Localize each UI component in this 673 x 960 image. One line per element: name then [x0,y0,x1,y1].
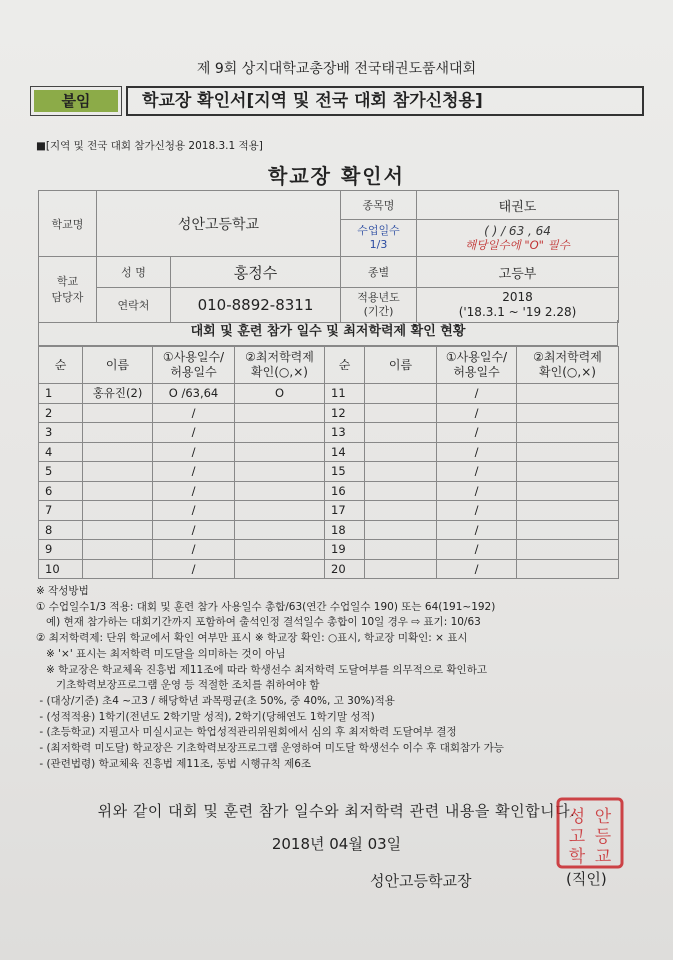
attachment-label: 붙임 [34,90,118,112]
header-name: 이름 [365,347,437,384]
instruction-line: - (대상/기준) 초4 ~고3 / 해당학년 과목평균(초 50%, 중 40%, 고 30%)적용 [36,694,395,707]
participation-table [38,346,619,579]
row-no: 3 [39,423,83,443]
class-value: 고등부 [417,257,619,288]
days-value: ( ) / 63 , 64 [484,224,551,238]
row-no: 4 [39,442,83,462]
participation-row [39,442,619,462]
row-no: 17 [325,501,365,521]
school-seal [555,796,625,870]
row-no: 16 [325,481,365,501]
year-label: 적용년도 (기간) [341,288,417,323]
header-check: ②최저학력제 확인(○,×) [517,347,619,384]
row-check [517,540,619,560]
svg-text:고: 고 [568,827,586,847]
participation-row [39,501,619,521]
days-cell [417,220,619,257]
participation-row [39,520,619,540]
row-no: 5 [39,462,83,482]
principal-name: 성안고등학교장 [370,872,472,890]
participation-row [39,403,619,423]
row-name [365,462,437,482]
instruction-line: - (성적적용) 1학기(전년도 2학기말 성적), 2학기(당해연도 1학기말 성적) [36,710,375,723]
row-check [235,559,325,579]
row-check [517,520,619,540]
row-no: 18 [325,520,365,540]
row-no: 6 [39,481,83,501]
row-name [365,559,437,579]
instruction-line: ※ 작성방법 [36,585,89,597]
row-check [235,501,325,521]
row-name [83,423,153,443]
instruction-line: ① 수업일수1/3 적용: 대회 및 훈련 참가 사용일수 총합/63(연간 수업일수 190) 또는 64(191~192) [36,600,496,613]
row-name [365,423,437,443]
row-days: / [437,481,517,501]
instruction-line: ※ '×' 표시는 최저학력 미도달을 의미하는 것이 아님 [36,647,286,660]
document-title: 학교장 확인서 [268,164,405,188]
row-name: 홍유진(2) [83,384,153,404]
row-days: / [437,559,517,579]
row-days: / [437,501,517,521]
issue-date: 2018년 04월 03일 [271,835,402,853]
row-days: / [153,501,235,521]
row-check [235,481,325,501]
sport-label: 종목명 [341,191,417,220]
row-check [235,520,325,540]
row-check: O [235,384,325,404]
row-name [83,520,153,540]
row-check [235,540,325,560]
row-days: / [437,540,517,560]
header-check: ②최저학력제 확인(○,×) [235,347,325,384]
row-no: 1 [39,384,83,404]
header-no: 순 [39,347,83,384]
row-days: / [437,462,517,482]
instruction-line: - (초등학교) 지필고사 미실시교는 학업성적관리위원회에서 심의 후 최저학력 도달여부 결정 [36,726,457,739]
row-name [83,501,153,521]
row-check [235,403,325,423]
row-check [517,403,619,423]
contact-label: 연락처 [97,288,171,323]
row-check [517,423,619,443]
header-name: 이름 [83,347,153,384]
header-days: ①사용일수/ 허용일수 [153,347,235,384]
row-days: / [437,423,517,443]
row-name [365,403,437,423]
school-info-table [38,190,619,323]
year-value: 2018 [502,290,533,304]
row-name [365,540,437,560]
participation-row [39,540,619,560]
sport-value: 태권도 [417,191,619,220]
row-check [235,462,325,482]
document-header [30,86,644,116]
row-days: / [437,442,517,462]
row-no: 8 [39,520,83,540]
svg-text:교: 교 [594,847,612,867]
year-cell [417,288,619,323]
row-days: / [437,384,517,404]
days-label: 수업일수 1/3 [341,220,417,257]
row-name [365,384,437,404]
confirmation-statement: 위와 같이 대회 및 훈련 참가 일수와 최저학력 관련 내용을 확인합니다. [97,802,576,820]
row-no: 12 [325,403,365,423]
instruction-line: - (최저학력 미도달) 학교장은 기초학력보장프로그램 운영하여 미도달 학생선수 이수 후 대회참가 가능 [36,742,504,755]
row-name [83,462,153,482]
row-name [83,481,153,501]
row-name [365,442,437,462]
row-days: / [153,540,235,560]
participation-row [39,423,619,443]
svg-text:학: 학 [568,847,586,867]
days-note: 해당일수에 "O" 필수 [465,238,570,252]
svg-text:등: 등 [594,827,612,847]
row-no: 15 [325,462,365,482]
participation-header-row [39,347,619,384]
row-days: O /63,64 [153,384,235,404]
row-days: / [153,462,235,482]
row-days: / [153,423,235,443]
participation-row [39,384,619,404]
name-value: 홍정수 [171,257,341,288]
instructions [36,584,636,772]
class-label: 종별 [341,257,417,288]
participation-row [39,462,619,482]
contact-value: 010-8892-8311 [171,288,341,323]
row-check [517,462,619,482]
school-label: 학교명 [39,191,97,257]
row-no: 10 [39,559,83,579]
participation-row [39,559,619,579]
seal-label: (직인) [566,870,607,888]
row-days: / [437,520,517,540]
year-period: ('18.3.1 ~ '19 2.28) [458,305,577,319]
row-no: 19 [325,540,365,560]
row-name [365,501,437,521]
instruction-line: 기초학력보장프로그램 운영 등 적절한 조치를 취하여야 함 [36,679,320,692]
applicability-note: ■[지역 및 전국 대회 참가신청용 2018.3.1 적용] [36,140,263,152]
row-check [517,481,619,501]
svg-text:성: 성 [568,807,586,827]
row-no: 2 [39,403,83,423]
row-name [83,442,153,462]
row-no: 14 [325,442,365,462]
row-days: / [153,403,235,423]
participation-row [39,481,619,501]
row-days: / [153,520,235,540]
row-check [517,384,619,404]
header-title: 학교장 확인서[지역 및 전국 대회 참가신청용] [126,86,644,116]
row-name [365,520,437,540]
instruction-line: 예) 현재 참가하는 대회기간까지 포함하여 출석인정 결석일수 총합이 10일 경우 ⇨ 표기: 10/63 [36,616,481,629]
name-label: 성 명 [97,257,171,288]
row-no: 11 [325,384,365,404]
row-check [517,501,619,521]
row-name [83,403,153,423]
row-name [365,481,437,501]
row-name [83,540,153,560]
row-no: 20 [325,559,365,579]
row-check [235,442,325,462]
instruction-line: ※ 학교장은 학교체육 진흥법 제11조에 따라 학생선수 최저학력 도달여부를 의무적으로 확인하고 [36,663,487,676]
instruction-line: - (관련법령) 학교체육 진흥법 제11조, 동법 시행규칙 제6조 [36,757,312,770]
row-name [83,559,153,579]
row-check [517,559,619,579]
participation-title: 대회 및 훈련 참가 일수 및 최저학력제 확인 현황 [38,320,618,346]
row-days: / [153,481,235,501]
row-check [517,442,619,462]
svg-text:안: 안 [594,807,612,827]
header-days: ①사용일수/ 허용일수 [437,347,517,384]
manager-label: 학교 담당자 [39,257,97,323]
event-title: 제 9회 상지대학교총장배 전국태권도품새대회 [196,61,477,77]
school-name: 성안고등학교 [97,191,341,257]
row-no: 9 [39,540,83,560]
row-days: / [437,403,517,423]
row-days: / [153,442,235,462]
row-check [235,423,325,443]
attachment-badge [30,86,122,116]
instruction-line: ② 최저학력제: 단위 학교에서 확인 여부만 표시 ※ 학교장 확인: ○표시, 학교장 미확인: × 표시 [36,632,468,645]
row-no: 13 [325,423,365,443]
row-days: / [153,559,235,579]
header-no: 순 [325,347,365,384]
row-no: 7 [39,501,83,521]
